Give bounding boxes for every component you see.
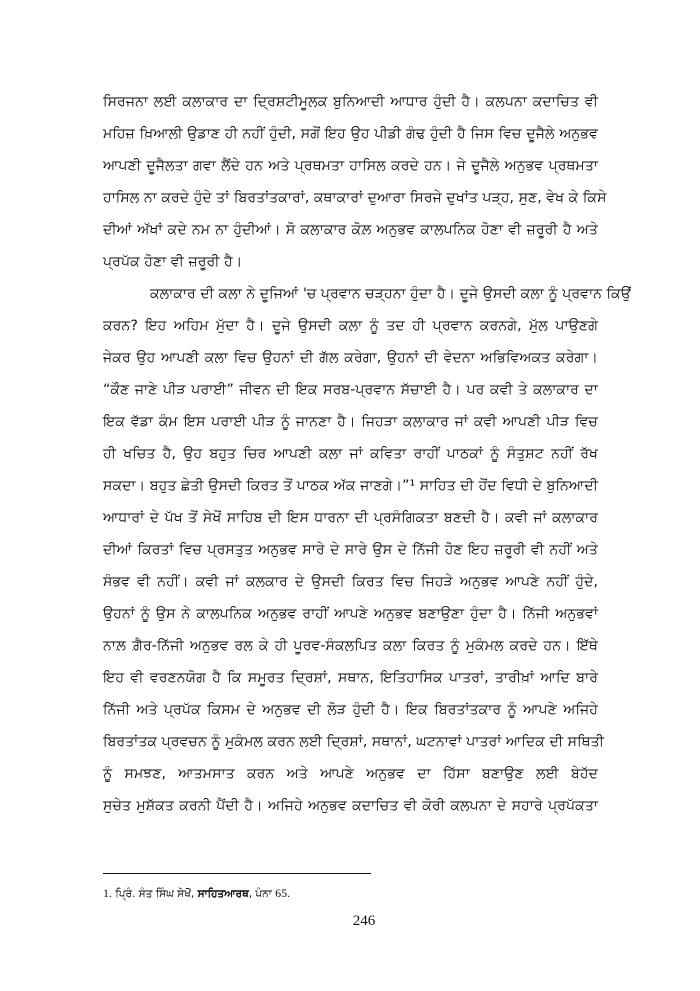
footnote	[103, 884, 290, 903]
body-line: ਨੂੰ ਸਮਝਣ, ਆਤਮਸਾਤ ਕਰਨ ਅਤੇ ਆਪਣੇ ਅਨੁਭਵ ਦਾ ਹਿੱਸਾ ਬਣਾਉਣ ਲਈ ਬੇਹੱਦ	[103, 766, 598, 782]
footnote-title: ਸਾਹਿਤਆਰਥ	[197, 888, 249, 900]
body-line-indented: ਕਲਾਕਾਰ ਦੀ ਕਲਾ ਨੇ ਦੂਜਿਆਂ 'ਚ ਪ੍ਰਵਾਨ ਚੜ੍ਹਨਾ ਹੁੰਦਾ ਹੈ। ਦੂਜੇ ਉਸਦੀ ਕਲਾ ਨੂੰ ਪ੍ਰਵਾਨ ਕਿਉਂ	[150, 286, 632, 302]
body-line: ਆਧਾਰਾਂ ਦੇ ਪੱਖ ਤੋਂ ਸੇਖੋਂ ਸਾਹਿਬ ਦੀ ਇਸ ਧਾਰਨਾ ਦੀ ਪ੍ਰਸੰਗਿਕਤਾ ਬਣਦੀ ਹੈ। ਕਵੀ ਜਾਂ ਕਲਾਕਾਰ	[103, 510, 598, 526]
body-line-with-footnote-ref: ਸਕਦਾ। ਬਹੁਤ ਛੇਤੀ ਉਸਦੀ ਕਿਰਤ ਤੋਂ ਪਾਠਕ ਅੱਕ ਜਾਣਗੇ।”¹ ਸਾਹਿਤ ਦੀ ਹੋਂਦ ਵਿਧੀ ਦੇ ਬੁਨਿਆਦੀ	[103, 478, 598, 494]
body-line: ਜੇਕਰ ਉਹ ਆਪਣੀ ਕਲਾ ਵਿਚ ਉਹਨਾਂ ਦੀ ਗੱਲ ਕਰੇਗਾ, ਉਹਨਾਂ ਦੀ ਵੇਦਨਾ ਅਭਿਵਿਅਕਤ ਕਰੇਗਾ।	[103, 350, 598, 366]
body-line: ਸੁਚੇਤ ਮੁਸ਼ੱਕਤ ਕਰਨੀ ਪੈਂਦੀ ਹੈ। ਅਜਿਹੇ ਅਨੁਭਵ ਕਦਾਚਿਤ ਵੀ ਕੋਰੀ ਕਲਪਨਾ ਦੇ ਸਹਾਰੇ ਪ੍ਰਪੱਕਤਾ	[103, 798, 598, 814]
body-line: ਇਕ ਵੱਡਾ ਕੰਮ ਇਸ ਪਰਾਈ ਪੀੜ ਨੂੰ ਜਾਨਣਾ ਹੈ। ਜਿਹੜਾ ਕਲਾਕਾਰ ਜਾਂ ਕਵੀ ਆਪਣੀ ਪੀੜ ਵਿਚ	[103, 414, 598, 430]
body-line: ਨਾਲ਼ ਗ਼ੈਰ-ਨਿੱਜੀ ਅਨੁਭਵ ਰਲ ਕੇ ਹੀ ਪੂਰਵ-ਸੰਕਲਪਿਤ ਕਲਾ ਕਿਰਤ ਨੂੰ ਮੁਕੰਮਲ ਕਰਦੇ ਹਨ। ਇੱਥੇ	[103, 638, 598, 654]
body-line: ਮਹਿਜ਼ ਖ਼ਿਆਲੀ ਉਡਾਣ ਹੀ ਨਹੀਂ ਹੁੰਦੀ, ਸਗੋਂ ਇਹ ਉਹ ਪੀਡੀ ਗੰਢ ਹੁੰਦੀ ਹੈ ਜਿਸ ਵਿਚ ਦੂਜੈਲੇ ਅਨੁਭਵ	[103, 126, 598, 142]
body-line: ਦੀਆਂ ਅੱਖਾਂ ਕਦੇ ਨਮ ਨਾ ਹੁੰਦੀਆਂ। ਸੋ ਕਲਾਕਾਰ ਕੋਲ਼ ਅਨੁਭਵ ਕਾਲਪਨਿਕ ਹੋਣਾ ਵੀ ਜ਼ਰੂਰੀ ਹੈ ਅਤੇ	[103, 222, 598, 238]
body-line: ਦੀਆਂ ਕਿਰਤਾਂ ਵਿਚ ਪ੍ਰਸਤੁਤ ਅਨੁਭਵ ਸਾਰੇ ਦੇ ਸਾਰੇ ਉਸ ਦੇ ਨਿੱਜੀ ਹੋਣ ਇਹ ਜ਼ਰੂਰੀ ਵੀ ਨਹੀਂ ਅਤੇ	[103, 542, 598, 558]
footnote-number: 1.	[103, 886, 112, 900]
body-line: ਨਿੱਜੀ ਅਤੇ ਪ੍ਰਪੱਕ ਕਿਸਮ ਦੇ ਅਨੁਭਵ ਦੀ ਲੋੜ ਹੁੰਦੀ ਹੈ। ਇਕ ਬਿਰਤਾਂਤਕਾਰ ਨੂੰ ਆਪਣੇ ਅਜਿਹੇ	[103, 702, 598, 718]
body-line: ਪ੍ਰਪੱਕ ਹੋਣਾ ਵੀ ਜ਼ਰੂਰੀ ਹੈ।	[103, 254, 243, 270]
footnote-author: ਪ੍ਰਿੰ. ਸੰਤ ਸਿੰਘ ਸੇਖੋਂ,	[115, 888, 195, 900]
body-line: ਹੀ ਖਚਿਤ ਹੈ, ਉਹ ਬਹੁਤ ਚਿਰ ਆਪਣੀ ਕਲਾ ਜਾਂ ਕਵਿਤਾ ਰਾਹੀਂ ਪਾਠਕਾਂ ਨੂੰ ਸੰਤੁਸ਼ਟ ਨਹੀਂ ਰੱਖ	[103, 446, 598, 462]
body-line: ਸਿਰਜਨਾ ਲਈ ਕਲਾਕਾਰ ਦਾ ਦ੍ਰਿਸ਼ਟੀਮੂਲਕ ਬੁਨਿਆਦੀ ਆਧਾਰ ਹੁੰਦੀ ਹੈ। ਕਲਪਨਾ ਕਦਾਚਿਤ ਵੀ	[103, 94, 598, 110]
document-body	[103, 86, 632, 822]
page-number: 246	[352, 913, 376, 929]
body-line: ਇਹ ਵੀ ਵਰਣਨਯੋਗ ਹੈ ਕਿ ਸਮੂਰਤ ਦ੍ਰਿਸ਼ਾਂ, ਸਥਾਨ, ਇਤਿਹਾਸਿਕ ਪਾਤਰਾਂ, ਤਾਰੀਖ਼ਾਂ ਆਦਿ ਬਾਰੇ	[103, 670, 598, 686]
body-line: “ਕੌਣ ਜਾਣੇ ਪੀੜ ਪਰਾਈ” ਜੀਵਨ ਦੀ ਇਕ ਸਰਬ-ਪ੍ਰਵਾਨ ਸੱਚਾਈ ਹੈ। ਪਰ ਕਵੀ ਤੇ ਕਲਾਕਾਰ ਦਾ	[103, 382, 598, 398]
body-line: ਆਪਣੀ ਦੂਜੈਲਤਾ ਗਵਾ ਲੈਂਦੇ ਹਨ ਅਤੇ ਪ੍ਰਥਮਤਾ ਹਾਸਿਲ ਕਰਦੇ ਹਨ। ਜੇ ਦੂਜੈਲੇ ਅਨੁਭਵ ਪ੍ਰਥਮਤਾ	[103, 158, 598, 174]
body-line: ਬਿਰਤਾਂਤਕ ਪ੍ਰਵਚਨ ਨੂੰ ਮੁਕੰਮਲ ਕਰਨ ਲਈ ਦ੍ਰਿਸ਼ਾਂ, ਸਥਾਨਾਂ, ਘਟਨਾਵਾਂ ਪਾਤਰਾਂ ਆਦਿਕ ਦੀ ਸਥਿਤੀ	[103, 734, 604, 750]
body-line: ਉਹਨਾਂ ਨੂੰ ਉਸ ਨੇ ਕਾਲਪਨਿਕ ਅਨੁਭਵ ਰਾਹੀਂ ਆਪਣੇ ਅਨੁਭਵ ਬਣਾਉਣਾ ਹੁੰਦਾ ਹੈ। ਨਿੱਜੀ ਅਨੁਭਵਾਂ	[103, 606, 598, 622]
footnote-separator	[103, 873, 371, 874]
footnote-page-label: , ਪੰਨਾ	[248, 888, 272, 900]
body-line: ਸੰਭਵ ਵੀ ਨਹੀਂ। ਕਵੀ ਜਾਂ ਕਲਕਾਰ ਦੇ ਉਸਦੀ ਕਿਰਤ ਵਿਚ ਜਿਹੜੇ ਅਨੁਭਵ ਆਪਣੇ ਨਹੀਂ ਹੁੰਦੇ,	[103, 574, 598, 590]
body-line: ਹਾਸਿਲ ਨਾ ਕਰਦੇ ਹੁੰਦੇ ਤਾਂ ਬਿਰਤਾਂਤਕਾਰਾਂ, ਕਥਾਕਾਰਾਂ ਦੁਆਰਾ ਸਿਰਜੇ ਦੁਖਾਂਤ ਪੜ੍ਹ, ਸੁਣ, ਵੇਖ ਕੇ ਕਿਸੇ	[103, 190, 607, 206]
body-line: ਕਰਨ? ਇਹ ਅਹਿਮ ਮੁੱਦਾ ਹੈ। ਦੂਜੇ ਉਸਦੀ ਕਲਾ ਨੂੰ ਤਦ ਹੀ ਪ੍ਰਵਾਨ ਕਰਨਗੇ, ਮੁੱਲ ਪਾਉਣਗੇ	[103, 318, 598, 334]
footnote-page-value: 65.	[275, 886, 291, 900]
